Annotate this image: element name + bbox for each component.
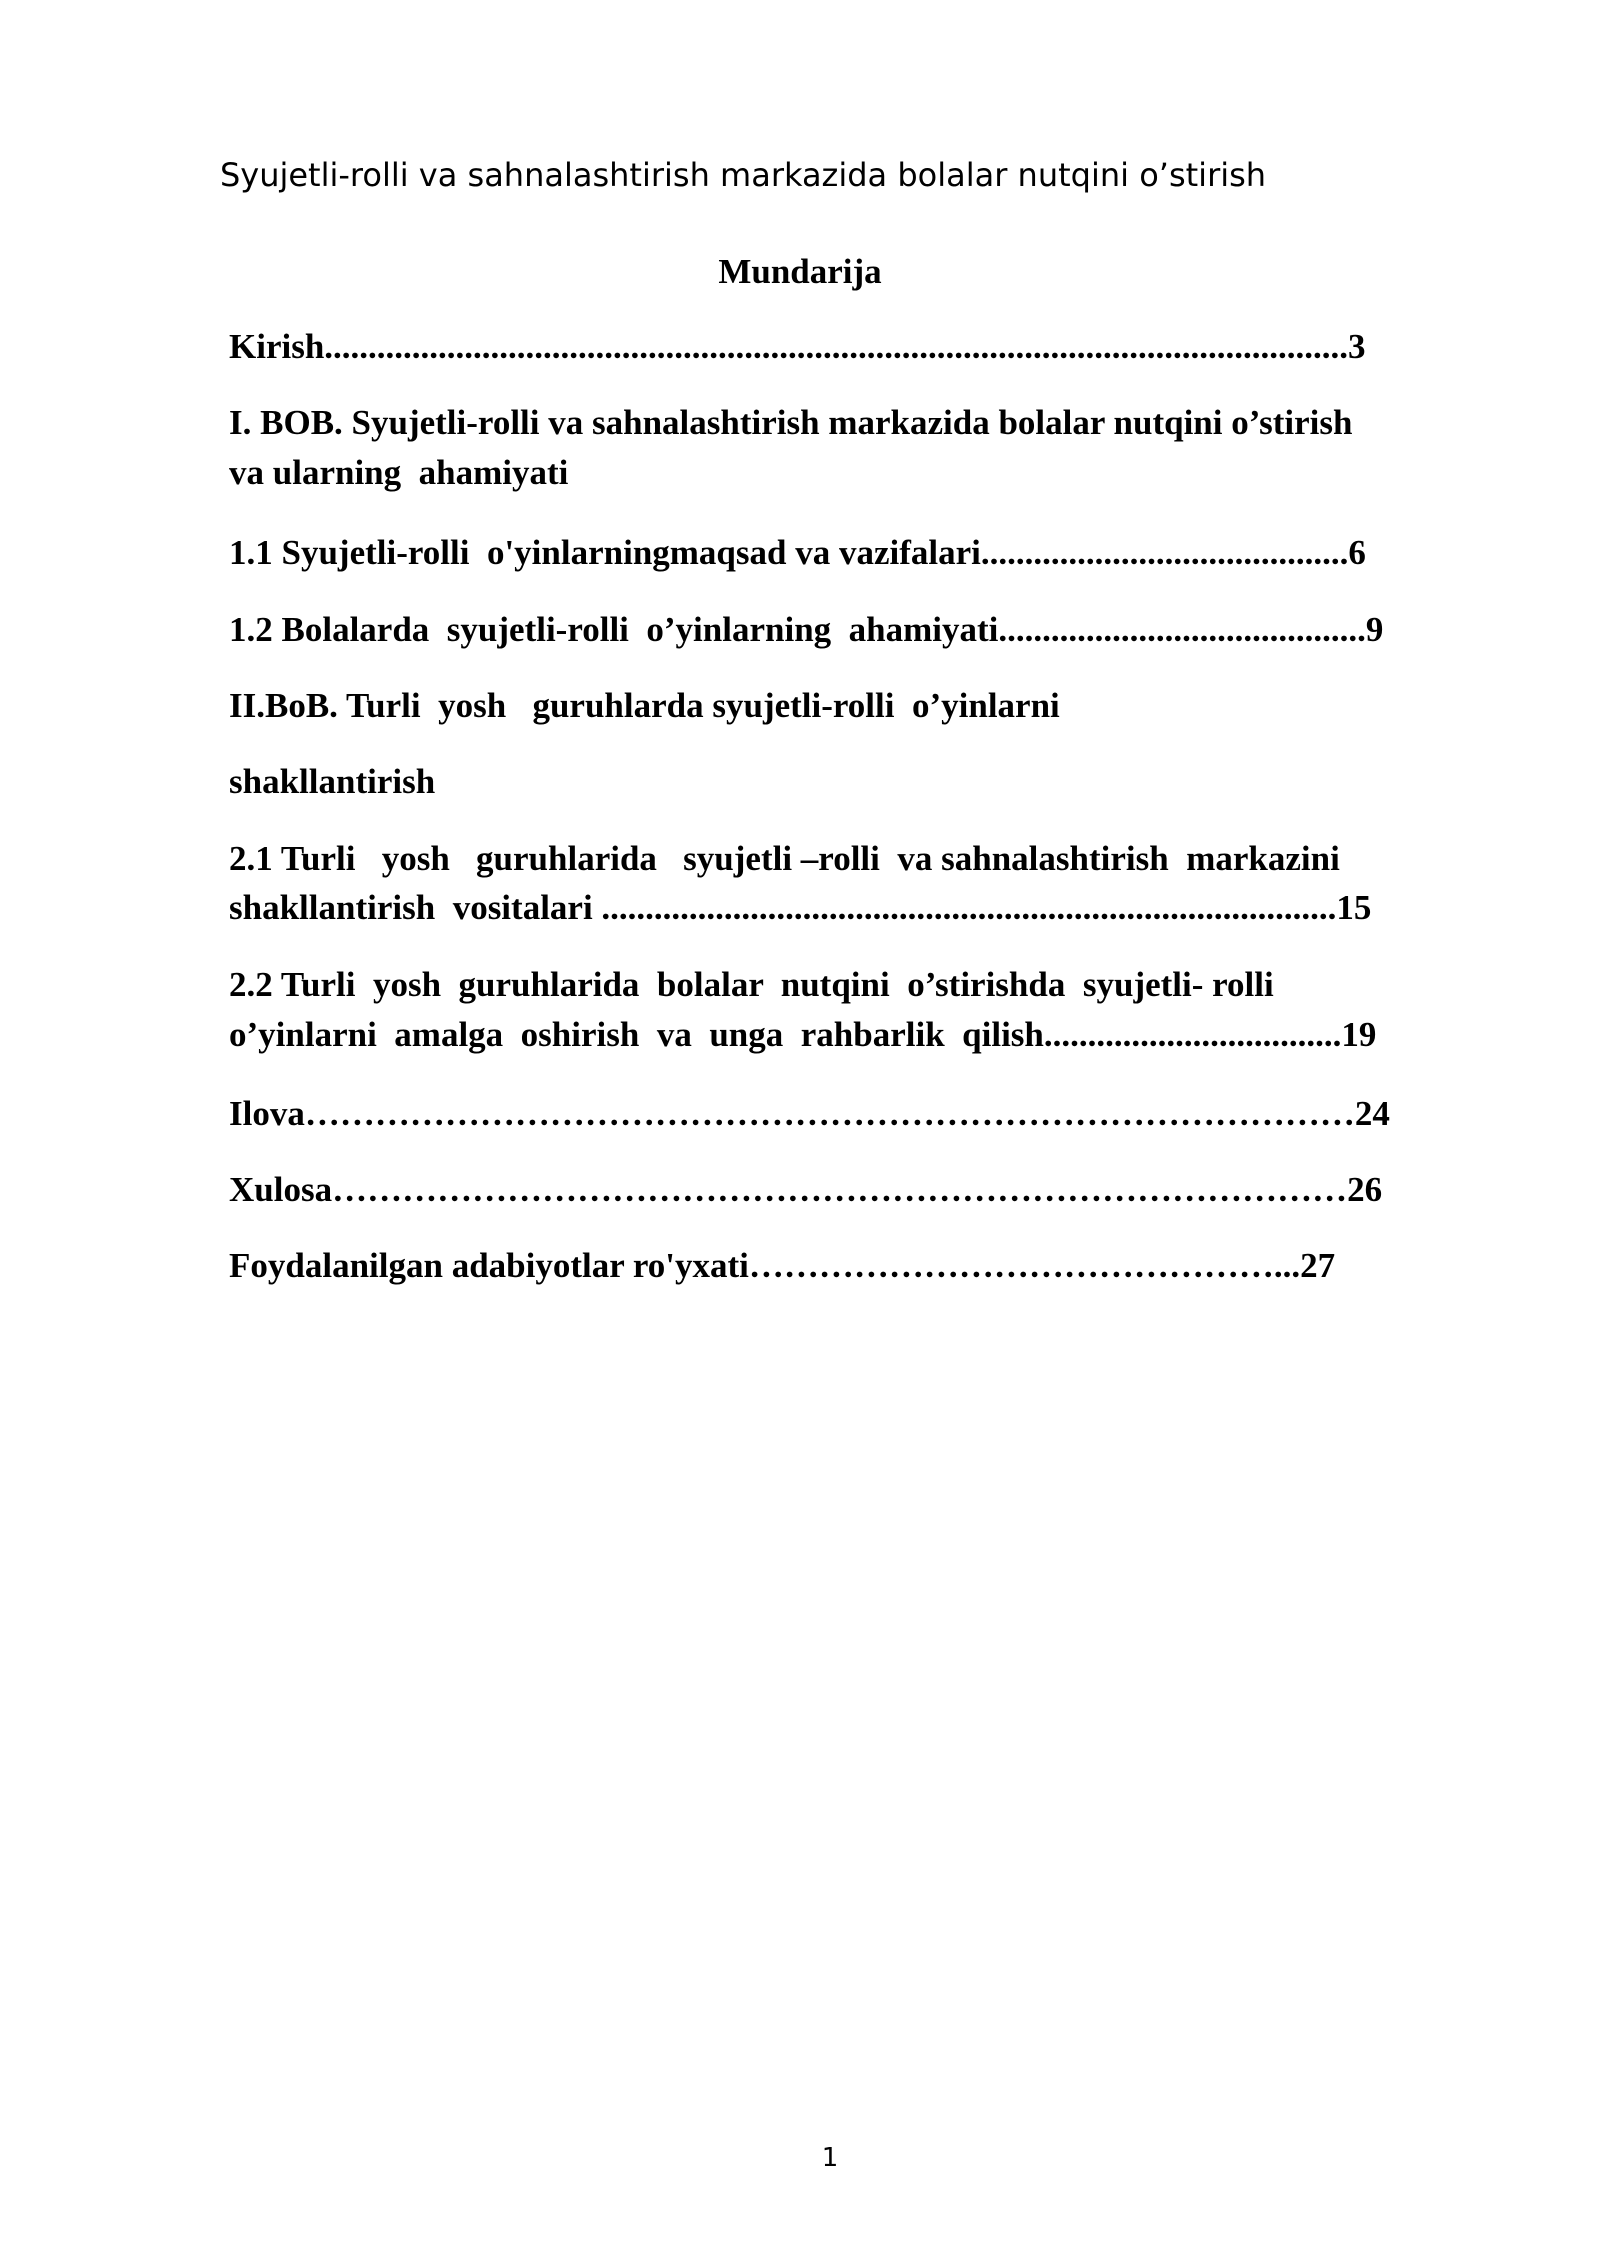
- toc-entry-ilova: Ilova………………………………………………………………………………24: [229, 1094, 1390, 1133]
- page-number: 1: [821, 2143, 839, 2173]
- toc-entry-1-1: 1.1 Syujetli-rolli o'yinlarningmaqsad va vazifalari..........................................6: [229, 533, 1366, 572]
- page-header-text: Syujetli-rolli va sahnalashtirish markazida bolalar nutqini o’stirish: [219, 156, 1267, 194]
- toc-entry-bibliography: Foydalanilgan adabiyotlar ro'yxati………………………………………...27: [229, 1246, 1336, 1285]
- toc-entry-2-1-line-2: shakllantirish vositalari ....................................................................................15: [229, 888, 1372, 927]
- toc-entry-xulosa: Xulosa……………………………………………………………………………26: [229, 1170, 1383, 1209]
- toc-entry-chapter-2-line-1: II.BoB. Turli yosh guruhlarda syujetli-rolli o’yinlarni: [229, 686, 1060, 725]
- toc-entry-2-2-line-1: 2.2 Turli yosh guruhlarida bolalar nutqini o’stirishda syujetli- rolli: [229, 965, 1274, 1004]
- toc-entry-chapter-1-line-1: I. BOB. Syujetli-rolli va sahnalashtirish markazida bolalar nutqini o’stirish: [229, 403, 1353, 442]
- toc-entry-2-1-line-1: 2.1 Turli yosh guruhlarida syujetli –rolli va sahnalashtirish markazini: [229, 839, 1340, 878]
- toc-entry-kirish: Kirish.....................................................................................................................3: [229, 327, 1366, 366]
- toc-entry-chapter-2-line-2: shakllantirish: [229, 762, 436, 801]
- toc-entry-1-2: 1.2 Bolalarda syujetli-rolli o’yinlarning ahamiyati..........................................9: [229, 610, 1384, 649]
- toc-entry-chapter-1-line-2: va ularning ahamiyati: [229, 453, 569, 492]
- toc-entry-2-2-line-2: o’yinlarni amalga oshirish va unga rahbarlik qilish..................................19: [229, 1015, 1377, 1054]
- toc-title: Mundarija: [718, 252, 882, 291]
- page-header: [0, 150, 1600, 200]
